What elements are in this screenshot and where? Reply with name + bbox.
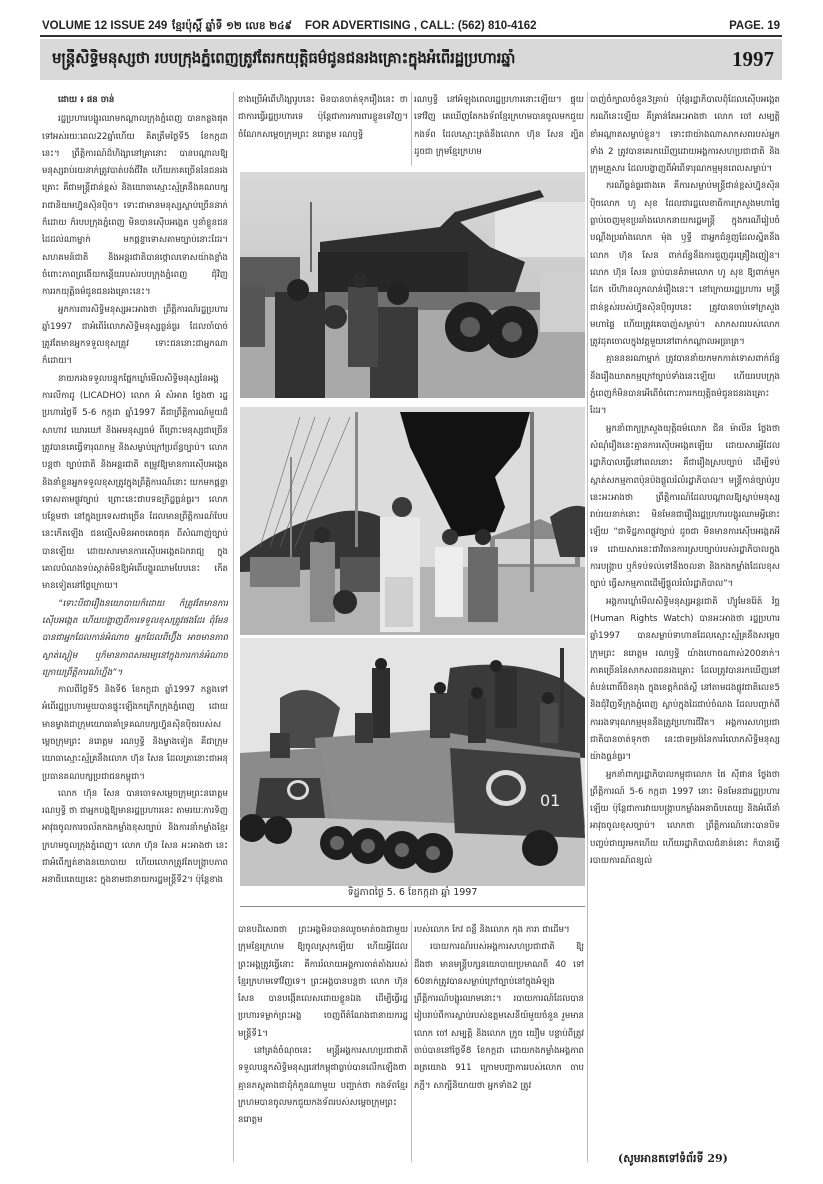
volume-issue: VOLUME 12 ISSUE 249 <box>42 20 168 32</box>
paragraph: របាយការណ៍របស់អង្គការសហប្រជាជាតិ ឱ្យដឹងថា មានមន្ត្រីបក្សនយោបាយប្រមាណពី 40 ទៅ 60នាក់ត្រូវបានសម្លាប់ក្រៅច្បាប់នៅក្នុងអំឡុងព្រឹត្តិការណ៍បង្ហូរឈាមនោះ។ របាយការណ៍ដែលបានរៀបរាប់ពីការស្លាប់របស់ឧត្តមសេនីយ៍មួយចំនួន រួមមានលោក ចៅ សម្បត្តិ និងលោក ក្រូច យឿម បន្ទាប់ពីត្រូវចាប់បាននៅថ្ងៃទី8 ខែកក្កដា ដោយកងកម្លាំងអង្គភាពឆត្រយោង 911 ក្រោមបញ្ជាការរបស់លោក ចាប ភក្តី។ សាក្សីនិយាយថា អ្នកទាំង2 ត្រូវ <box>414 942 584 1091</box>
paragraph: ខាងប្រើអំពើហិង្សារូបនេះ មិនបានចាត់ទុករឿងនេះ ថាជាការធ្វើរដ្ឋប្រហារទេ ប៉ុន្តែជាការការពារខ្លួនទេវិញ។ ចំណែកសម្តេចក្រុមព្រះ នរោត្តម រណឫទ្ធិ <box>238 95 408 140</box>
paragraph: អ្នកនាំពាក្យក្រសួងយុត្តិធម៌លោក ជិន ម៉ាលីន ថ្លែងថា សំណុំរឿងនេះគ្មានការស៊ើបអង្កេតឡើយ ដោយសារអ្វីដែលរដ្ឋាភិបាលធ្វើនៅពេលនោះ គឺជារឿងស្របច្បាប់ ដើម្បីទប់ស្កាត់សកម្មភាពប៉ុនប៉ងផ្តួលរំលំរដ្ឋាភិបាល។ មន្ត្រីកាន់ច្បាប់រូបនេះអះអាងថា ព្រឹត្តិការណ៍ដែលបណ្តាលឱ្យស្លាប់មនុស្សរាប់រយនាក់នោះ មិនមែនជារឿងរដ្ឋប្រហារបង្ហូរឈាមអ្វីនោះឡើយ “ជាទិដ្ឋភាពផ្លូវច្បាប់ ដូចជា មិនមានការស៊ើបអង្កេតអីទេ ដោយសារនេះជាវិធានការស្របច្បាប់របស់រដ្ឋាភិបាលក្នុងការបង្ក្រាប ឬក៏ទប់ទល់ទៅនឹងចលនា និងកងកម្លាំងដែលខុសច្បាប់ ធ្វើសកម្មភាពដើម្បីផ្តួលរំលំរដ្ឋាភិបាល”។ <box>590 423 780 590</box>
article-column-mid-top-right <box>414 92 584 166</box>
caption-divider <box>240 906 585 907</box>
paragraph: រដ្ឋប្រហារបង្ហូរឈាមកណ្តាលក្រុងភ្នំពេញ បានកន្លងផុតទៅអស់រយៈពេល22ឆ្នាំហើយ គិតត្រឹមថ្ងៃទី5 ខែកក្កដានេះ។ ព្រឹត្តិការណ៍ដ៏ហិង្សានៅគ្រានោះ បានបណ្តាលឱ្យមនុស្សរាប់រយនាក់ត្រូវបាត់បង់ជីវិត ហើយភាគច្រើននៃជនរងគ្រោះ គឺជាមន្ត្រីជាន់ខ្ពស់ និងយោធាស្មោះស្ម័គ្រនឹងគណបក្សរាជានិយមហ្វ៊ុនស៊ិនប៉ិច។ ទោះជាមានមនុស្សស្លាប់ច្រើននាក់ក៏ដោយ ក៏របបក្រុងភ្នំពេញ មិនបានស៊ើបអង្កេត ឬនាំខ្លួនជនដៃដល់ណាម្នាក់ មកផ្តន្ទាទោសតាមច្បាប់នោះដែរ។ សហគមន៍ជាតិ និងអន្តរជាតិបានថ្កោលទោសយ៉ាងខ្លាំងចំពោះភាពព្រងើយកន្តើយរបស់របបក្រុងភ្នំពេញ ជុំវិញការរកយុត្តិធម៌ជូនជនរងគ្រោះនេះ។ <box>42 114 228 298</box>
column-divider <box>411 922 412 1162</box>
paragraph: អ្នកការពារសិទ្ធិមនុស្សអះអាងថា ព្រឹត្តិការណ៍រដ្ឋប្រហារឆ្នាំ1997 ជាអំពើរំលោភសិទ្ធិមនុស្សធ្ងន់ធ្ងរ ដែលចាំបាច់ត្រូវតែមានអ្នកទទួលខុសត្រូវ ទោះជននោះជាអ្នកណាក៏ដោយ។ <box>42 304 228 367</box>
column-divider <box>233 92 234 1162</box>
article-column-left <box>42 92 228 1164</box>
byline: ដោយ ៖ ផន ចាន់ <box>58 95 115 105</box>
masthead <box>40 18 782 37</box>
paragraph: អង្គការឃ្លាំមើលសិទ្ធិមនុស្សអន្តរជាតិ ហ៊្យូមែនរ៉ៃត៍ វ៉ច្ឆ (Human Rights Watch) បានអះអាងថា រដ្ឋប្រហារឆ្នាំ1997 បានសម្លាប់ទាហានដែលស្មោះស្ម័គ្រនឹងសម្តេច ក្រុមព្រះ នរោត្តម រណឫទ្ធិ យ៉ាងហោចណាស់200នាក់។ ភាគច្រើននៃសាកសពជនរងគ្រោះ ដែលត្រូវបានរកឃើញនៅតំបន់ពោធិ៍ចិនតុង ក្នុងខេត្តកំពង់ស្ពឺ នៅតាមដងផ្លូវជាតិលេខ5 និងជុំវិញទីក្រុងភ្នំពេញ ស្លាប់ក្នុងដៃជាប់ចំណង ដែលបញ្ជាក់ពីការរងទារុណកម្មមុននឹងត្រូវប្រហារជីវិត។ អង្គការសហប្រជាជាតិបានចាត់ទុកថា នេះជាទម្រង់នៃការរំលោភសិទ្ធិមនុស្សយ៉ាងធ្ងន់ធ្ងរ។ <box>590 596 780 763</box>
article-column-mid-bottom-left <box>238 922 408 1162</box>
paragraph: បាញ់ចំក្បាលចំនួន3គ្រាប់ ប៉ុន្តែរដ្ឋាភិបាលពុំដែលស៊ើបអង្កេតករណីនេះឡើយ គឺគ្រាន់តែអះអាងថា លោក ចៅ សម្បត្តិ ខាំអណ្តាតសម្លាប់ខ្លួន។ ទោះជាយ៉ាងណាសាកសពរបស់អ្នកទាំង 2 ត្រូវបានគេរកឃើញដោយអង្គការសហប្រជាជាតិ និងក្រុមគ្រួសារ ដែលបង្ហាញពីអំពើទារុណកម្មមុនពេលសម្លាប់។ <box>590 95 780 175</box>
khmer-issue: ខ្មែរប៉ុស្តិ៍ ឆ្នាំទី ១២ លេខ ២៤៩ <box>172 20 292 32</box>
column-divider <box>587 92 588 1162</box>
vehicle-number: 01 <box>540 791 561 810</box>
article-column-right <box>590 92 780 1142</box>
tank-transport-soldiers-photo <box>240 172 585 398</box>
paragraph: លោក ហ៊ុន សែន បានចោទសម្តេចក្រុមព្រះនរោត្តម រណឫទ្ធិ ថា ជាអ្នកបង្កឱ្យមានរដ្ឋប្រហារនេះ តាមរយៈការទិញអាវុធចូលការចល័តកងកម្លាំងខុសច្បាប់ និងការនាំកម្លាំងខ្មែរក្រហមចូលក្រុងភ្នំពេញ។ លោក ហ៊ុន សែន អះអាងថា នេះជាអំពើក្បត់ខាងនយោបាយ ហើយលោកត្រូវតែបង្ក្រាបភាពអនាធិបតេយ្យនេះ ក្នុងនាមជានាយករដ្ឋមន្ត្រីទី2។ ប៉ុន្តែខាង <box>42 788 228 886</box>
article-column-mid-bottom-right <box>414 922 584 1162</box>
continued-on-page[interactable]: (សូមអានតទៅទំព័រទី 29) <box>618 1152 728 1165</box>
paragraph: ករណីធ្ងន់ធ្ងរជាងគេ គឺការសម្លាប់មន្ត្រីជាន់ខ្ពស់ហ្វ៊ុនស៊ិនប៉ិចលោក ហូ សុខ ដែលជារដ្ឋលេខាធិការក្រសួងមហាផ្ទៃ ធ្លាប់ចេញមុខប្រឆាំងលោកនាយករដ្ឋមន្ត្រី ក្នុងករណីរៀបចំបណ្តឹងប្រឆាំងលោក ម៉ុង ឫទ្ធី ជាអ្នកជំនួញដែលស្និតនឹងលោក ហ៊ុន សែន ពាក់ព័ន្ធនឹងការជួញដូរគ្រឿងញៀន។ លោក ហ៊ុន សែន ធ្លាប់បានគំរាមលោក ហូ សុខ ឱ្យពាក់មួកដែក បើហ៊ានលូកលាន់រឿងនេះ។ នៅក្រោយរដ្ឋប្រហារ មន្ត្រីជាន់ខ្ពស់របស់ហ្វ៊ុនស៊ិនប៉ិចរូបនេះ ត្រូវបានចាប់ទៅក្រសួងមហាផ្ទៃ ហើយត្រូវគេបាញ់សម្លាប់។ សាកសពរបស់លោកត្រូវដុតចោលក្នុងវត្តមួយនៅពាក់កណ្តាលអធ្រាត្រ។ <box>590 181 780 348</box>
paragraph: នាយករងទទួលបន្ទុកផ្នែកឃ្លាំមើលសិទ្ធិមនុស្សនៃអង្គការលីកាដូ (LICADHO) លោក អំ សំអាត ថ្លែងថា រដ្ឋប្រហារថ្ងៃទី 5-6 កក្កដា ឆ្នាំ1997 គឺជាព្រឹត្តិការណ៍មួយដ៏សាហាវ ឃោរឃៅ និងអមនុស្សធម៌ ពីព្រោះមនុស្សជាច្រើនត្រូវបានគេធ្វើទារុណកម្ម និងសម្លាប់ក្រៅប្រព័ន្ធច្បាប់។ លោកបន្តថា ច្បាប់ជាតិ និងអន្តរជាតិ តម្រូវឱ្យមានការស៊ើបអង្កេត និងនាំខ្លួនអ្នកទទួលខុសត្រូវក្នុងព្រឹត្តិការណ៍នោះ យកមកផ្តន្ទាទោសតាមផ្លូវច្បាប់ ព្រោះនេះជាបទឧក្រិដ្ឋធ្ងន់ធ្ងរ។ លោកបន្ថែមថា នៅក្នុងប្រទេសជាច្រើន ដែលមានព្រឹត្តិការណ៍បែបនេះកើតឡើង ជនល្មើសមិនអាចគេចផុត ពីសំណាញ់ច្បាប់បានឡើយ ដោយសារមានការស៊ើបអង្កេតឯករាជ្យ ក្នុងគោលបំណងទប់ស្កាត់មិនឱ្យអំពើបង្ហូរឈាមបែបនេះ កើតមានទៀតនៅថ្ងៃក្រោយ។ <box>42 373 228 592</box>
headline-year: 1997 <box>732 47 774 71</box>
civilians-fleeing-smoke-photo <box>240 407 585 635</box>
paragraph: បានបដិសេធថា ព្រះអង្គមិនបានឈូចមាត់ចងជាមួយក្រុមខ្មែរក្រហម ឱ្យចូលស្រុកឡើយ ហើយអ្វីដែលព្រះអង្គត្រូវធ្វើនោះ គឺការរំលាយអង្គការចាត់តាំងរបស់ខ្មែរក្រហមទៅវិញទេ។ ព្រះអង្គបានបន្តថា លោក ហ៊ុន សែន បានបង្កើតលេសដោយខ្លួនឯង ដើម្បីធ្វើរដ្ឋប្រហារទម្លាក់ព្រះអង្គ ចេញពីតំណែងជានាយករដ្ឋមន្ត្រីទី1។ <box>238 925 408 1039</box>
headline-title: មន្ត្រីសិទ្ធិមនុស្សថា របបក្រុងភ្នំពេញត្រូវតែរកយុត្តិធម៌ជូនជនរងគ្រោះក្នុងអំពើរដ្ឋប្រហារឆ្នាំ <box>52 48 516 67</box>
quote-paragraph: “ទោះបីជារឿងនយោបាយក៏ដោយ ក៏ត្រូវតែមានការស៊ើបអង្កេត ហើយបង្ហាញពីការទទួលខុសត្រូវផងដែរ ពុំមែនបានជាអ្នកដែលកាន់អំណាច អ្នកដែលពីហ្វ៊ឹង អាចមានភាពស្ងាត់ស្ងៀម ឬក៏មានភាពសមរម្យនៅក្នុងការកាន់អំណាចក្រោយព្រឹត្តិការណ៍ហ្នឹង”។ <box>42 598 228 678</box>
paragraph: របស់លោក កែវ ពន្លឺ និងលោក កុង ភារា ជាដើម។ <box>414 925 570 935</box>
paragraph: គ្មានននរណាម្នាក់ ត្រូវបាននាំយកមកកាត់ទោសពាក់ព័ន្ធនឹងរឿងឃាតកម្មក្រៅច្បាប់ទាំងនេះឡើយ ហើយរបបក្រុងភ្នំពេញក៏មិនបានអើពើចំពោះការរកយុត្តិធម៌ជូនជនរងគ្រោះដែរ។ <box>590 354 780 417</box>
column-divider <box>411 92 412 166</box>
photo-caption: ទិដ្ឋភាពថ្ងៃ 5. 6 ខែកក្កដា ឆ្នាំ 1997 <box>347 887 478 898</box>
armored-vehicles-soldiers-photo <box>240 638 585 886</box>
article-column-mid-top-left <box>238 92 408 166</box>
paragraph: អ្នកនាំពាក្យរដ្ឋាភិបាលកម្ពុជាលោក ផៃ ស៊ីផាន ថ្លែងថា ព្រឹត្តិការណ៍ 5-6 កក្កដា 1997 នោះ មិនមែនជារដ្ឋប្រហារឡើយ ប៉ុន្តែជាការវាយបង្ក្រាបកម្លាំងអនាធិបតេយ្យ និងអំពើនាំអាវុធចូលខុសច្បាប់។ លោកថា ព្រឹត្តិការណ៍នោះបានបិទបញ្ចប់ជាយូរមកហើយ ហើយរដ្ឋាភិបាលជំនាន់នោះ ក៏បានធ្វើរបាយការណ៍ពន្យល់ <box>590 769 780 867</box>
paragraph: កាលពីថ្ងៃទី5 និងទី6 ខែកក្កដា ឆ្នាំ1997 កន្លងទៅ អំពើរដ្ឋប្រហារមួយបានផ្ទុះឡើងកក្រើកក្រុងភ្នំពេញ ដោយមានម្ខាងជាក្រុមយោធាគាំទ្រគណបក្សហ្វ៊ុនស៊ិនប៉ិចរបស់សម្តេចក្រុមព្រះ នរោត្តម រណឫទ្ធិ និងម្ខាងទៀត គឺជាក្រុមយោធាស្មោះស្ម័គ្រនឹងលោក ហ៊ុន សែន ដែលគ្រានោះជាអនុប្រធានគណបក្សប្រជាជនកម្ពុជា។ <box>42 685 228 782</box>
paragraph: រណឫទ្ធិ នៅអំឡុងពេលរដ្ឋប្រហារនោះឡើយ។ ផ្ទុយទៅវិញ គេឃើញតែកងទ័ពខ្មែរក្រហមបានចូលមកជួយកងទ័ព ដែលស្មោះត្រង់នឹងលោក ហ៊ុន សែន ត្បិតដូចជា ក្រុមខ្មែរក្រហម <box>414 95 584 157</box>
headline-band <box>40 39 782 80</box>
page-number: PAGE. 19 <box>729 20 780 32</box>
paragraph: នៅត្រង់ចំណុចនេះ មន្ត្រីអង្គការសហប្រជាជាតិទទួលបន្ទុកសិទ្ធិមនុស្សនៅកម្ពុជាធ្លាប់បានលើកឡើងថា គ្មានភស្តុតាងជាដុំកំភួនណាមួយ បញ្ជាក់ថា កងទ័ពខ្មែរក្រហមបានចូលមកជួយកងទ័ពរបស់សម្តេចក្រុមព្រះ នរោត្តម <box>238 1046 408 1126</box>
advertising-contact: FOR ADVERTISING , CALL: (562) 810-4162 <box>305 20 537 32</box>
